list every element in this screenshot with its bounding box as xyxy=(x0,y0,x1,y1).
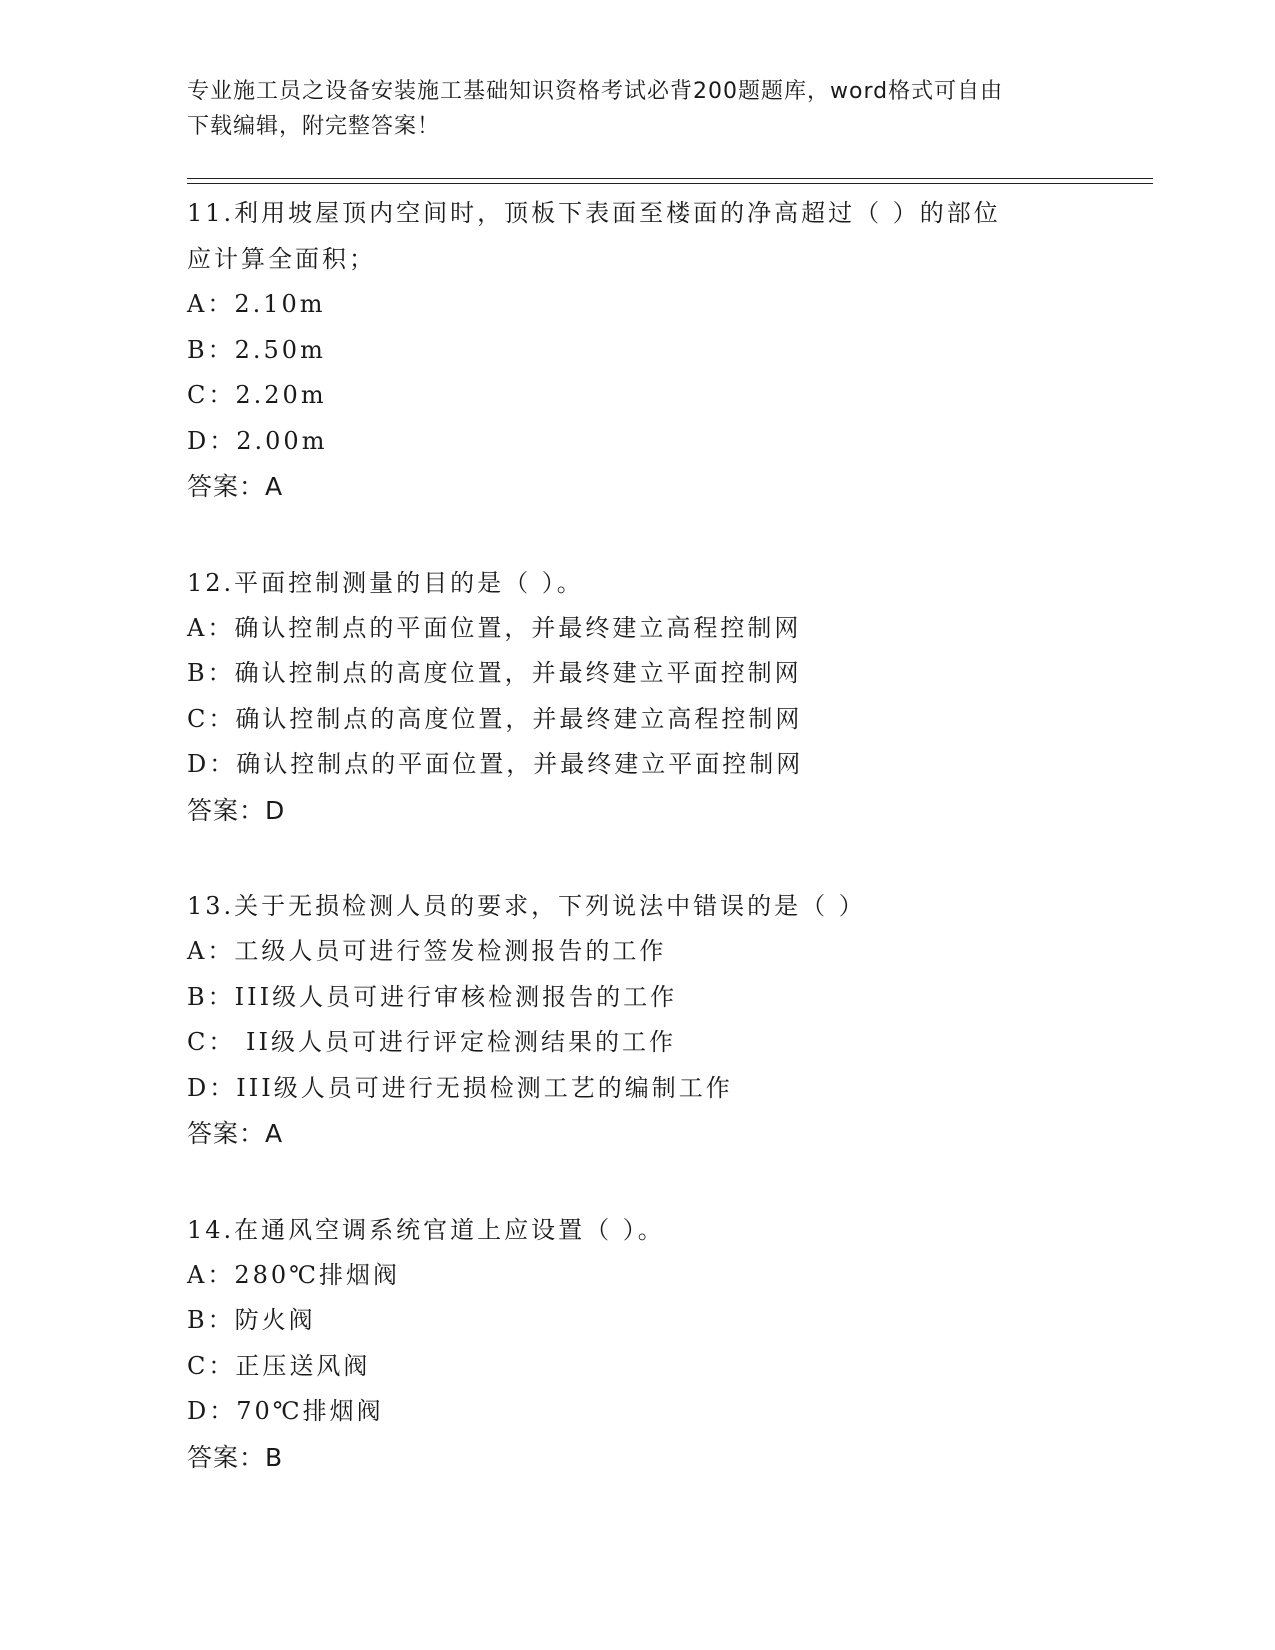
option-a xyxy=(187,1253,1147,1299)
question-spacer xyxy=(187,1157,1147,1207)
option-text: III级人员可进行审核检测报告的工作 xyxy=(234,982,678,1011)
question-stem-line: 11.利用坡屋顶内空间时，顶板下表面至楼面的净高超过（ ）的部位 xyxy=(187,199,1001,227)
header-divider-top xyxy=(187,178,1153,179)
option-d xyxy=(187,1066,1147,1112)
header-divider-bottom xyxy=(187,183,1153,184)
question-spacer xyxy=(187,833,1147,883)
option-text: II级人员可进行评定检测结果的工作 xyxy=(235,1028,676,1056)
option-key: A： xyxy=(187,937,235,965)
option-text: 工级人员可进行签发检测报告的工作 xyxy=(234,937,667,965)
option-text: 确认控制点的平面位置，并最终建立高程控制网 xyxy=(234,613,802,642)
option-text: 确认控制点的高度位置，并最终建立平面控制网 xyxy=(234,659,802,687)
answer-line: 答案：D xyxy=(187,795,286,825)
question-stem-line: 13.关于无损检测人员的要求，下列说法中错误的是（ ） xyxy=(187,892,866,920)
option-key: A： xyxy=(187,613,235,642)
option-text: 防火阀 xyxy=(234,1306,316,1334)
option-text: 正压送风阀 xyxy=(235,1351,371,1380)
option-b xyxy=(187,328,1147,374)
option-c xyxy=(187,1344,1147,1390)
answer-line: 答案：A xyxy=(187,1119,284,1148)
option-text: 70℃排烟阀 xyxy=(236,1397,384,1425)
option-text: 确认控制点的平面位置，并最终建立平面控制网 xyxy=(236,750,804,778)
option-d xyxy=(187,419,1147,465)
document-header xyxy=(187,74,1087,144)
option-a xyxy=(187,606,1147,652)
option-b xyxy=(187,1298,1147,1344)
option-a xyxy=(187,282,1147,328)
option-key: D： xyxy=(187,750,237,778)
answer-line: 答案：B xyxy=(187,1442,284,1472)
option-text: III级人员可进行无损检测工艺的编制工作 xyxy=(236,1073,733,1102)
option-c xyxy=(187,1020,1147,1066)
question-11 xyxy=(187,190,1147,510)
question-stem-line: 12.平面控制测量的目的是（ ）。 xyxy=(187,568,584,597)
option-text: 280℃排烟阀 xyxy=(234,1260,400,1289)
option-key: C： xyxy=(187,381,236,409)
option-d xyxy=(187,1389,1147,1435)
option-key: A： xyxy=(187,1260,235,1289)
option-key: D： xyxy=(187,1397,237,1425)
question-13 xyxy=(187,883,1147,1157)
option-key: C： xyxy=(187,1351,236,1380)
option-c xyxy=(187,373,1147,419)
option-key: C： xyxy=(187,704,236,733)
option-text: 确认控制点的高度位置，并最终建立高程控制网 xyxy=(235,704,803,733)
option-key: A： xyxy=(187,290,235,318)
option-key: B： xyxy=(187,335,235,364)
header-line-1: 专业施工员之设备安装施工基础知识资格考试必背200题题库，word格式可自由 xyxy=(187,79,1004,104)
option-key: B： xyxy=(187,982,235,1011)
option-c xyxy=(187,697,1147,743)
answer-line: 答案：A xyxy=(187,472,284,501)
option-d xyxy=(187,742,1147,788)
option-text: 2.20m xyxy=(235,381,327,409)
option-key: C： xyxy=(187,1028,236,1056)
option-text: 2.00m xyxy=(236,426,328,455)
question-stem-line: 14.在通风空调系统官道上应设置（ ）。 xyxy=(187,1215,665,1244)
question-stem-line: 应计算全面积； xyxy=(187,245,376,273)
option-a xyxy=(187,929,1147,975)
option-text: 2.10m xyxy=(234,290,326,318)
question-14 xyxy=(187,1207,1147,1481)
option-text: 2.50m xyxy=(234,335,326,364)
question-spacer xyxy=(187,510,1147,560)
option-key: B： xyxy=(187,1306,235,1334)
option-key: D： xyxy=(187,1073,237,1102)
header-line-2: 下载编辑，附完整答案！ xyxy=(187,114,441,139)
question-12 xyxy=(187,560,1147,834)
option-b xyxy=(187,975,1147,1021)
option-b xyxy=(187,651,1147,697)
question-list xyxy=(187,190,1147,1480)
option-key: D： xyxy=(187,426,237,455)
option-key: B： xyxy=(187,659,235,687)
